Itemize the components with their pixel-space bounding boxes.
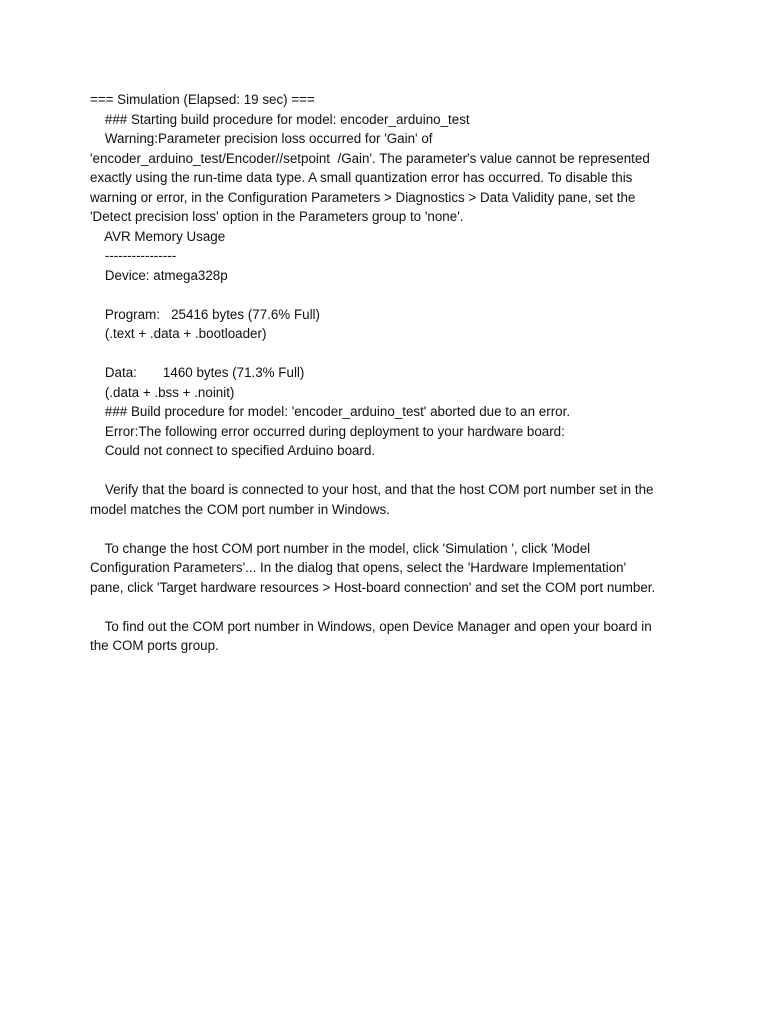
warning-line: 'encoder_arduino_test/Encoder//setpoint /Gain'. The parameter's value cannot be represented	[90, 150, 650, 166]
simulation-header: === Simulation (Elapsed: 19 sec) ===	[90, 92, 315, 107]
build-start-line: ### Starting build procedure for model: encoder_arduino_test	[90, 111, 470, 127]
find-port-paragraph	[90, 617, 680, 656]
warning-line: Warning:Parameter precision loss occurred for 'Gain' of	[90, 131, 433, 146]
connect-error-line: Could not connect to specified Arduino board.	[90, 443, 376, 458]
find-line: the COM ports group.	[90, 638, 219, 653]
avr-title: AVR Memory Usage	[90, 228, 226, 244]
verify-line: Verify that the board is connected to your host, and that the host COM port number set in the	[90, 482, 654, 497]
data-sections: (.data + .bss + .noinit)	[90, 384, 235, 400]
program-sections: (.text + .data + .bootloader)	[90, 326, 267, 341]
build-aborted-line: ### Build procedure for model: 'encoder_arduino_test' aborted due to an error.	[90, 404, 571, 419]
verify-paragraph	[90, 480, 680, 519]
warning-line: exactly using the run-time data type. A small quantization error has occurred. To disable this	[90, 170, 633, 185]
warning-line: 'Detect precision loss' option in the Parameters group to 'none'.	[90, 209, 464, 224]
blank-line	[90, 597, 680, 617]
avr-rule: ----------------	[90, 248, 177, 263]
program-usage: Program: 25416 bytes (77.6% Full)	[90, 306, 320, 322]
warning-line: warning or error, in the Configuration Parameters > Diagnostics > Data Validity pane, set the	[90, 189, 636, 205]
change-line: To change the host COM port number in the model, click 'Simulation ', click 'Model	[90, 540, 591, 556]
blank-line	[90, 344, 680, 364]
blank-line	[90, 461, 680, 481]
blank-line	[90, 285, 680, 305]
verify-line: model matches the COM port number in Windows.	[90, 501, 390, 517]
data-usage: Data: 1460 bytes (71.3% Full)	[90, 365, 305, 380]
error-line: Error:The following error occurred during deployment to your hardware board:	[90, 423, 565, 439]
avr-memory-usage	[90, 227, 680, 403]
blank-line	[90, 519, 680, 539]
find-line: To find out the COM port number in Windows, open Device Manager and open your board in	[90, 618, 652, 634]
change-line: Configuration Parameters'... In the dialog that opens, select the 'Hardware Implementation'	[90, 560, 627, 575]
change-port-paragraph	[90, 539, 680, 598]
change-line: pane, click 'Target hardware resources > Host-board connection' and set the COM port number.	[90, 579, 656, 595]
precision-warning	[90, 129, 680, 227]
device-line: Device: atmega328p	[90, 267, 228, 283]
build-log-document	[90, 90, 680, 656]
